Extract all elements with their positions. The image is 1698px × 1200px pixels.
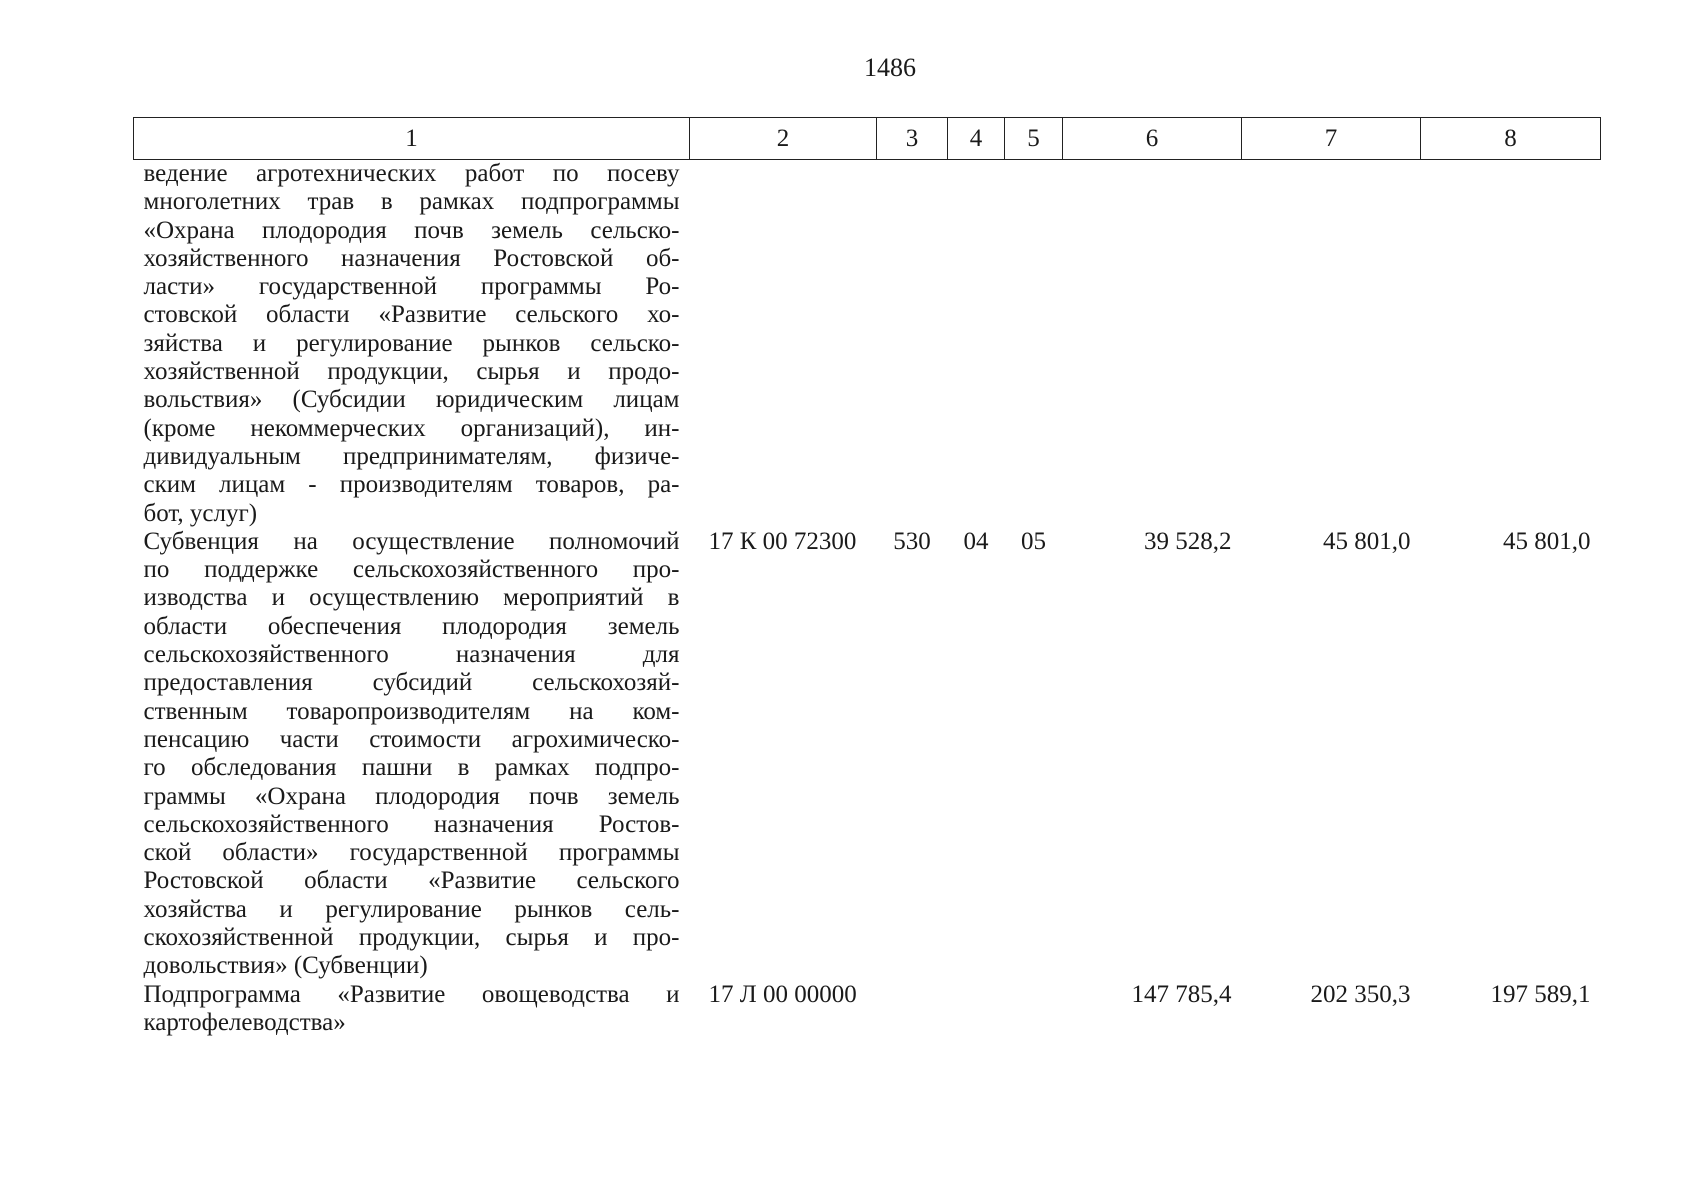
row-name-line: пенсацию части стоимости агрохимическо- bbox=[143, 725, 680, 753]
row-name-cell bbox=[134, 528, 690, 981]
row-code-cell: 17 Л 00 00000 bbox=[708, 980, 857, 1008]
table-row bbox=[134, 981, 1601, 1038]
page-number: 1486 bbox=[864, 53, 916, 82]
row-amount-col6: 147 785,4 bbox=[1131, 980, 1232, 1008]
row-name-line: Субвенция на осуществление полномочий bbox=[143, 527, 680, 555]
row-name-cell bbox=[134, 160, 690, 528]
row-amount-col7: 45 801,0 bbox=[1323, 527, 1411, 555]
row-section-cell bbox=[948, 981, 1005, 1038]
row-expense-type-cell: 530 bbox=[893, 527, 931, 555]
table-row bbox=[134, 528, 1601, 981]
row-name-line: ственным товаропроизводителям на ком- bbox=[143, 697, 680, 725]
row-amount-col6 bbox=[1063, 160, 1242, 528]
row-name-line: хозяйственного назначения Ростовской об- bbox=[143, 244, 680, 272]
row-name-line: сельскохозяйственного назначения для bbox=[143, 641, 680, 669]
row-amount-col6: 39 528,2 bbox=[1144, 527, 1232, 555]
row-name-line: хозяйственной продукции, сырья и продо- bbox=[143, 358, 680, 386]
row-amount-col7 bbox=[1242, 160, 1421, 528]
row-amount-col8 bbox=[1421, 160, 1601, 528]
header-col-7: 7 bbox=[1242, 118, 1421, 160]
row-name-line: ведение агротехнических работ по посеву bbox=[143, 160, 680, 187]
row-name-line: скохозяйственной продукции, сырья и про- bbox=[143, 924, 680, 952]
row-name-line: ским лицам - производителям товаров, ра- bbox=[143, 471, 680, 499]
row-amount-col7: 202 350,3 bbox=[1310, 980, 1411, 1008]
budget-table bbox=[133, 117, 1601, 1037]
row-expense-type-cell bbox=[877, 160, 948, 528]
row-name-line: вольствия» (Субсидии юридическим лицам bbox=[143, 386, 680, 414]
row-section-cell: 04 bbox=[963, 527, 989, 555]
row-name-line: зяйства и регулирование рынков сельско- bbox=[143, 329, 680, 357]
header-col-6: 6 bbox=[1063, 118, 1242, 160]
header-row bbox=[134, 118, 1601, 160]
row-section-cell bbox=[948, 160, 1005, 528]
table-row bbox=[134, 160, 1601, 528]
table-body bbox=[134, 160, 1601, 1038]
header-col-3: 3 bbox=[877, 118, 948, 160]
row-expense-type-cell bbox=[877, 981, 948, 1038]
row-name-line: по поддержке сельскохозяйственного про- bbox=[143, 556, 680, 584]
row-name-line: Ростовской области «Развитие сельского bbox=[143, 867, 680, 895]
row-name-line: хозяйства и регулирование рынков сель- bbox=[143, 895, 680, 923]
row-amount-col8: 197 589,1 bbox=[1490, 980, 1591, 1008]
row-name-line: сельскохозяйственного назначения Ростов- bbox=[143, 810, 680, 838]
row-name-cell bbox=[134, 981, 690, 1038]
table-header bbox=[134, 118, 1601, 160]
row-subsection-cell: 05 bbox=[1021, 527, 1046, 555]
row-name-line: дивидуальным предпринимателям, физиче- bbox=[143, 442, 680, 470]
row-name-line: Подпрограмма «Развитие овощеводства и bbox=[143, 980, 680, 1008]
header-col-1: 1 bbox=[134, 118, 690, 160]
row-name-line: стовской области «Развитие сельского хо- bbox=[143, 301, 680, 329]
row-name-line: ласти» государственной программы Ро- bbox=[143, 273, 680, 301]
row-subsection-cell bbox=[1005, 160, 1063, 528]
header-col-8: 8 bbox=[1421, 118, 1601, 160]
row-name-line: бот, услуг) bbox=[143, 499, 258, 527]
row-name-line: «Охрана плодородия почв земель сельско- bbox=[143, 216, 680, 244]
row-name-line: (кроме некоммерческих организаций), ин- bbox=[143, 414, 680, 442]
row-name-line: картофелеводства» bbox=[143, 1008, 346, 1036]
header-col-2: 2 bbox=[690, 118, 877, 160]
row-name-line: области обеспечения плодородия земель bbox=[143, 612, 680, 640]
row-code-cell bbox=[690, 160, 877, 528]
row-name-line: ской области» государственной программы bbox=[143, 839, 680, 867]
row-subsection-cell bbox=[1005, 981, 1063, 1038]
row-name-line: предоставления субсидий сельскохозяй- bbox=[143, 669, 680, 697]
row-name-line: го обследования пашни в рамках подпро- bbox=[143, 754, 680, 782]
header-col-4: 4 bbox=[948, 118, 1005, 160]
header-col-5: 5 bbox=[1005, 118, 1063, 160]
row-name-line: многолетних трав в рамках подпрограммы bbox=[143, 188, 680, 216]
row-amount-col8: 45 801,0 bbox=[1503, 527, 1591, 555]
row-name-line: довольствия» (Субвенции) bbox=[143, 952, 428, 980]
row-code-cell: 17 К 00 72300 bbox=[708, 527, 857, 555]
row-name-line: изводства и осуществлению мероприятий в bbox=[143, 584, 680, 612]
row-name-line: граммы «Охрана плодородия почв земель bbox=[143, 782, 680, 810]
